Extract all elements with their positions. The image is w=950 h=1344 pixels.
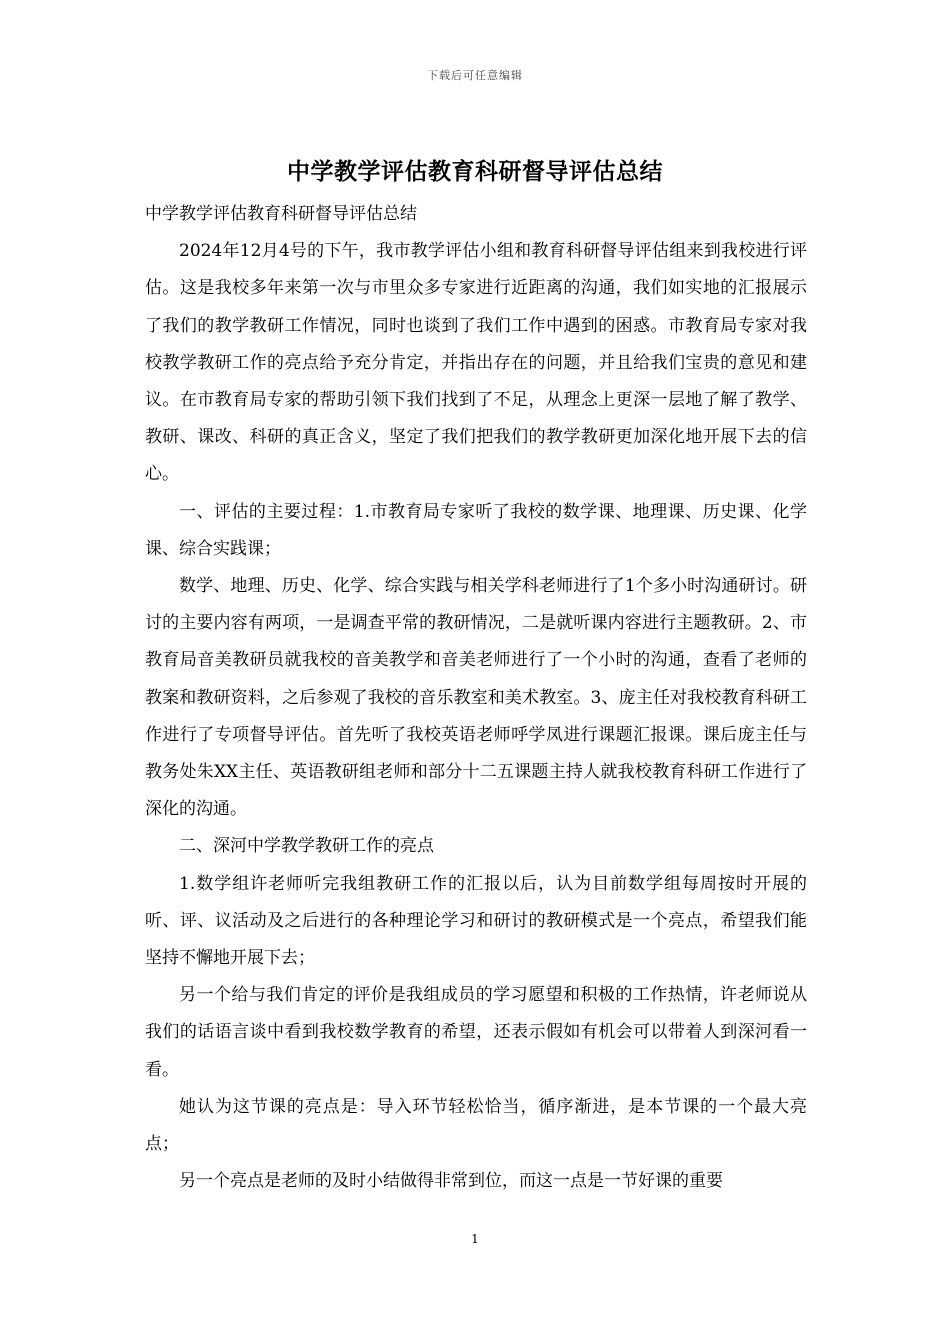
body-paragraph: 2024年12月4号的下午，我市教学评估小组和教育科研督导评估组来到我校进行评估。这是我校多年来第一次与市里众多专家进行近距离的沟通，我们如实地的汇报展示了我们的教学教研工作情况，同时也谈到了我们工作中遇到的困惑。市教育局专家对我校教学教研工作的亮点给予充分肯定，并指出存在的问题，并且给我们宝贵的意见和建议。在市教育局专家的帮助引领下我们找到了不足，从理念上更深一层地了解了教学、教研、课改、科研的真正含义，坚定了我们把我们的教学教研更加深化地开展下去的信心。: [145, 241, 807, 485]
page-number: 1: [471, 1232, 479, 1246]
body-paragraph: 1.数学组许老师听完我组教研工作的汇报以后，认为目前数学组每周按时开展的听、评、议活动及之后进行的各种理论学习和研讨的教研模式是一个亮点，希望我们能坚持不懈地开展下去；: [145, 873, 807, 969]
document-title: 中学教学评估教育科研督导评估总结: [287, 158, 663, 185]
body-paragraph-subtitle: 中学教学评估教育科研督导评估总结: [145, 204, 417, 224]
document-body: [145, 196, 807, 1200]
body-paragraph: 数学、地理、历史、化学、综合实践与相关学科老师进行了1个多小时沟通研讨。研讨的主要内容有两项，一是调查平常的教研情况，二是就听课内容进行主题教研。2、市教育局音美教研员就我校的音美教学和音美老师进行了一个小时的沟通，查看了老师的教案和教研资料，之后参观了我校的音乐教室和美术教室。3、庞主任对我校教育科研工作进行了专项督导评估。首先听了我校英语老师呼学凤进行课题汇报课。课后庞主任与教务处朱XX主任、英语教研组老师和部分十二五课题主持人就我校教育科研工作进行了深化的沟通。: [145, 576, 807, 820]
body-paragraph: 一、评估的主要过程：1.市教育局专家听了我校的数学课、地理课、历史课、化学课、综合实践课；: [145, 501, 807, 559]
page-header-note: 下载后可任意编辑: [427, 69, 523, 82]
body-paragraph: 她认为这节课的亮点是：导入环节轻松恰当，循序渐进，是本节课的一个最大亮点；: [145, 1096, 807, 1155]
body-paragraph: 二、深河中学教学教研工作的亮点: [179, 836, 434, 857]
body-paragraph: 另一个亮点是老师的及时小结做得非常到位，而这一点是一节好课的重要: [179, 1171, 723, 1192]
body-paragraph: 另一个给与我们肯定的评价是我组成员的学习愿望和积极的工作热情，许老师说从我们的话语言谈中看到我校数学教育的希望，还表示假如有机会可以带着人到深河看一看。: [145, 985, 807, 1080]
